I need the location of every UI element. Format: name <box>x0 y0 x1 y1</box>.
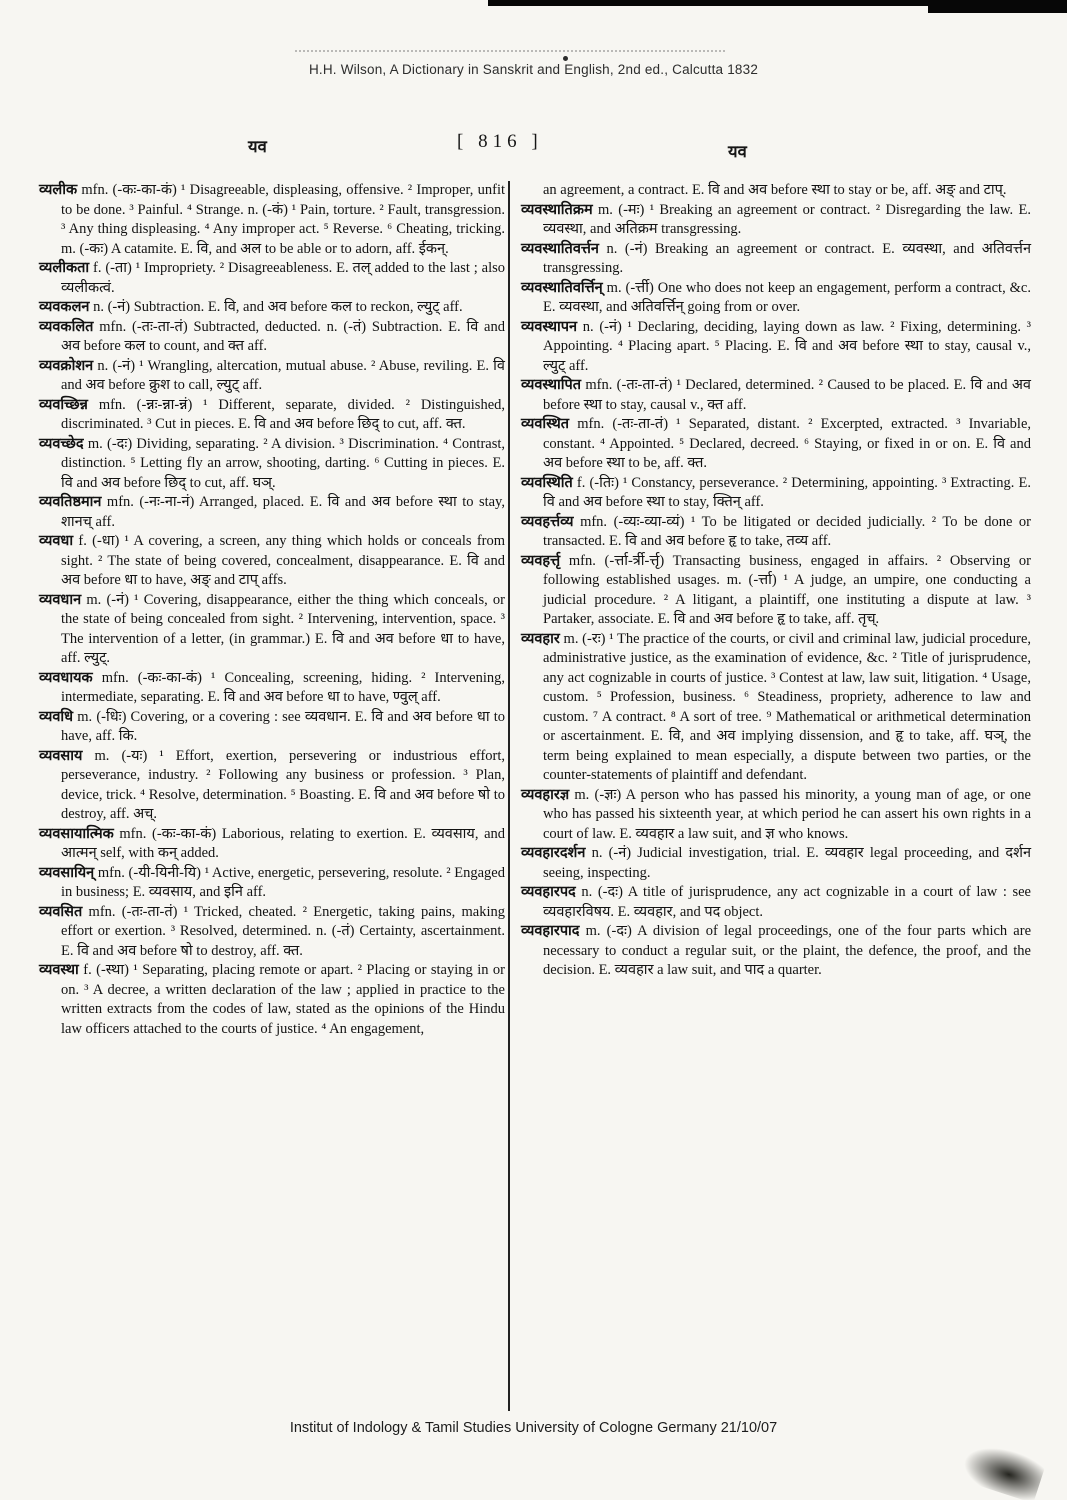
dictionary-entry <box>521 630 1031 786</box>
scan-artifact-dotted-line <box>295 50 725 52</box>
dictionary-entry <box>521 883 1031 922</box>
dictionary-entry <box>521 240 1031 279</box>
dictionary-entry <box>39 181 505 259</box>
dictionary-entry <box>39 961 505 1039</box>
dictionary-entry <box>521 922 1031 981</box>
entry-headword: व्यलीकता <box>39 260 90 276</box>
entry-body: mfn. (-र्त्ता-र्त्री-र्त्तृ) Transacting business, engaged in affairs. ² Observing or following established usages. m. (-र्त्ता) ¹ A judge, an umpire, one conducting a judicial procedure. ² A litigant, a plaintiff, one instituting a dispute at law. ³ Partaker, associate. E. वि and अव before हृ to take, aff. तृच्. <box>543 552 1032 627</box>
entry-headword: व्यवसाय <box>39 747 83 764</box>
entry-body: mfn. (-यी-यिनी-यि) ¹ Active, energetic, persevering, resolute. ² Engaged in business; E. व्यवसाय, and इनि aff. <box>61 864 505 900</box>
text-columns <box>39 181 1031 1411</box>
entry-body: m. (-नं) ¹ Covering, disappearance, either the thing which conceals, or the state of being concealed from sight. ² Intervening, intervention, space. ³ The intervention of a letter, (in grammar.) E. वि and अव before धा to have, aff. ल्युट्. <box>61 591 506 666</box>
entry-headword: व्यवसित <box>39 903 83 920</box>
entry-body: m. (-यः) ¹ Effort, exertion, persevering or industrious effort, perseverance, industry. ² Following any business or profession. ³ Plan, device, trick. ⁴ Resolve, determination. ⁵ Boasting. E. वि and अव before षो to destroy, aff. अच्. <box>61 747 506 822</box>
entry-headword: व्यलीक <box>39 182 78 198</box>
running-head-right-keyword: यव <box>728 142 747 161</box>
dictionary-entry <box>39 903 505 962</box>
running-head-left-keyword: यव <box>248 137 267 156</box>
dictionary-entry <box>39 259 505 298</box>
dictionary-entry <box>521 201 1031 240</box>
dictionary-entry <box>521 279 1031 318</box>
entry-body: f. (-धा) ¹ A covering, a screen, any thing which holds or conceals from sight. ² The state of being covered, concealment, disappearance. E. वि and अव before धा to have, अङ् and टाप् affs. <box>61 533 505 588</box>
entry-body: m. (-रः) ¹ The practice of the courts, or civil and criminal law, judicial procedure, administrative justice, as the examination of evidence, &c. ² Title of jurisprudence, any act cognizable in courts of justice. ³ Contest at law, law suit, litigation. ⁴ Usage, custom. ⁵ Profession, business. ⁶ Steadiness, propriety, adherence to law and custom. ⁷ A contract. ⁸ A sort of tree. ⁹ Mathematical or arithmetical determination or ascertainment. E. वि, and अव implying dissension, and हृ to take, aff. घञ्, the term being explained to mean especially, a dispute between two parties, or the counter-statements of plaintiff and defendant. <box>543 630 1031 783</box>
dictionary-entry <box>39 435 505 494</box>
entry-headword: व्यवहारपद <box>521 884 576 900</box>
entry-body: f. (-स्था) ¹ Separating, placing remote or apart. ² Placing or staying in or on. ³ A decree, a written declaration of the law ; applied in practice to the written extracts from the codes of law, stated as the opinions of the Hindu law officers attached to the courts of justice. ⁴ An engagement, <box>61 962 505 1037</box>
page-number: [ 816 ] <box>457 131 543 152</box>
dictionary-entry <box>521 786 1031 845</box>
entry-body: an agreement, a contract. E. वि and अव before स्था to stay or be, aff. अङ् and टाप्. <box>543 182 1007 198</box>
entry-body: f. (-तिः) ¹ Constancy, perseverance. ² Determining, appointing. ³ Extracting. E. वि and अव before स्था to stay, क्तिन् aff. <box>543 474 1031 510</box>
entry-body: n. (-नं) ¹ Wrangling, altercation, mutual abuse. ² Abuse, reviling. E. वि and अव before क्रुश to call, ल्युट् aff. <box>61 357 505 393</box>
dictionary-entry <box>39 825 505 864</box>
entry-headword: व्यवस्थित <box>521 416 570 432</box>
document-source-caption: H.H. Wilson, A Dictionary in Sanskrit and English, 2nd ed., Calcutta 1832 <box>308 62 759 77</box>
entry-headword: व्यवहारपाद <box>521 923 580 939</box>
entry-headword: व्यवसायिन् <box>39 864 95 881</box>
entry-headword: व्यवहारदर्शन <box>521 845 586 861</box>
entry-headword: व्यवस्थातिवर्त्तन <box>521 240 599 257</box>
entry-body: mfn. (-न्नः-न्ना-न्नं) ¹ Different, separate, divided. ² Distinguished, discriminated. ³ Cut in pieces. E. वि and अव before छिद् to cut, aff. क्त. <box>61 396 506 432</box>
dictionary-entry <box>39 708 505 747</box>
entry-headword: व्यवधा <box>39 533 74 549</box>
entry-body: mfn. (-तः-ता-तं) ¹ Declared, determined. ² Caused to be placed. E. वि and अव before स्था to stay, causal v., क्त aff. <box>543 377 1031 413</box>
dictionary-entry <box>521 474 1031 513</box>
scan-artifact-dot <box>563 56 568 61</box>
dictionary-entry <box>39 318 505 357</box>
entry-headword: व्यवक्रोशन <box>39 357 94 374</box>
dictionary-entry <box>39 747 505 825</box>
entry-headword: व्यवतिष्ठमान <box>39 494 102 510</box>
entry-headword: व्यवकलित <box>39 318 94 335</box>
dictionary-entry <box>39 591 505 669</box>
entry-headword: व्यवधि <box>39 708 74 725</box>
entry-body: mfn. (-तः-ता-तं) ¹ Tricked, cheated. ² Energetic, taking pains, making effort or exertion. ³ Resolved, determined. n. (-तं) Certainty, ascertainment. E. वि and अव before षो to destroy, aff. क्त. <box>61 903 505 959</box>
scan-artifact-smudge <box>957 1437 1047 1500</box>
dictionary-entry <box>521 318 1031 377</box>
entry-headword: व्यवधायक <box>39 669 93 686</box>
entry-body: mfn. (-तः-ता-तं) Subtracted, deducted. n. (-तं) Subtraction. E. वि and अव before कल to count, and क्त aff. <box>61 318 505 354</box>
entry-body: n. (-नं) ¹ Declaring, deciding, laying down as law. ² Fixing, determining. ³ Appointing. ⁴ Placing apart. ⁵ Placing. E. वि and अव before स्था to stay, causal v., ल्युट् aff. <box>543 318 1031 374</box>
entry-headword: व्यवधान <box>39 591 82 608</box>
entry-body: f. (-ता) ¹ Impropriety. ² Disagreeableness. E. तल् added to the last ; also व्यलीकत्वं. <box>61 260 506 296</box>
entry-body: mfn. (-व्यः-व्या-व्यं) ¹ To be litigated or decided judicially. ² To be done or transacted. E. वि and अव before हृ to take, तव्य aff. <box>543 513 1031 549</box>
right-column <box>510 181 1031 1411</box>
entry-body: n. (-नं) Breaking an agreement or contract. E. व्यवस्था, and अतिवर्त्तन transgressing. <box>543 240 1032 276</box>
entry-body: n. (-दः) A title of jurisprudence, any act cognizable in a court of law : see व्यवहारविषय. E. व्यवहार, and पद object. <box>543 884 1031 920</box>
entry-headword: व्यवस्थातिवर्त्तिन् <box>521 279 603 296</box>
entry-body: m. (-मः) ¹ Breaking an agreement or contract. ² Disregarding the law. E. व्यवस्था, and अतिक्रम transgressing. <box>543 201 1032 237</box>
dictionary-entry <box>521 552 1031 630</box>
dictionary-entry <box>521 844 1031 883</box>
dictionary-entry <box>521 181 1031 201</box>
scan-artifact-top-bar-thick <box>928 0 1067 13</box>
entry-body: m. (-दः) Dividing, separating. ² A division. ³ Discrimination. ⁴ Contrast, distinction. ⁵ Letting fly an arrow, shooting, darting. ⁶ Cutting in pieces. E. वि and अव before छिद् to cut, aff. घञ्. <box>61 435 506 491</box>
dictionary-entry <box>39 864 505 903</box>
dictionary-entry <box>521 376 1031 415</box>
entry-headword: व्यवहारज्ञ <box>521 786 570 803</box>
entry-headword: व्यवच्छेद <box>39 435 84 452</box>
entry-headword: व्यवहर्त्तव्य <box>521 513 574 530</box>
entry-body: n. (-नं) Subtraction. E. वि, and अव before कल to reckon, ल्युट् aff. <box>93 299 463 315</box>
entry-headword: व्यवस्थापन <box>521 318 578 335</box>
entry-headword: व्यवहार <box>521 630 560 647</box>
entry-headword: व्यवस्थापित <box>521 377 582 393</box>
entry-headword: व्यवकलन <box>39 299 90 315</box>
entry-body: mfn. (-तः-ता-तं) ¹ Separated, distant. ² Excerpted, extracted. ³ Invariable, constant. ⁴ Appointed. ⁵ Declared, decreed. ⁶ Staying, or fixed in or on. E. वि and अव before स्था to be, aff. क्त. <box>543 416 1031 471</box>
dictionary-entry <box>39 493 505 532</box>
entry-body: mfn. (-कः-का-कं) Laborious, relating to exertion. E. व्यवसाय, and आत्मन् self, with कन् added. <box>61 825 505 861</box>
entry-body: m. (-र्त्ती) One who does not keep an engagement, perform a contract, &c. E. व्यवस्था, and अतिवर्त्तिन् going from or over. <box>543 279 1031 315</box>
entry-headword: व्यवच्छिन्न <box>39 396 88 413</box>
entry-headword: व्यवस्थातिक्रम <box>521 201 593 218</box>
dictionary-entry <box>521 513 1031 552</box>
entry-body: m. (-दः) A division of legal proceedings, one of the four parts which are necessary to conduct a regular suit, or the plaint, the defence, the proof, and the decision. E. व्यवहार a law suit, and पाद a quarter. <box>543 923 1032 978</box>
entry-body: mfn. (-कः-का-कं) ¹ Disagreeable, displeasing, offensive. ² Improper, unfit to be done. ³ Painful. ⁴ Strange. n. (-कं) ¹ Pain, torture. ² Fault, transgression. ³ Any thing displeasing. ⁴ Any improper act. ⁵ Reverse. ⁶ Cheating, tricking. m. (-कः) A catamite. E. वि, and अल to be able or to adorn, aff. ईकन्. <box>61 182 506 257</box>
dictionary-entry <box>39 669 505 708</box>
dictionary-entry <box>39 298 505 318</box>
footer-credit: Institut of Indology & Tamil Studies University of Cologne Germany 21/10/07 <box>289 1420 778 1436</box>
dictionary-entry <box>39 532 505 591</box>
entry-body: n. (-नं) Judicial investigation, trial. E. व्यवहार legal proceeding, and दर्शन seeing, inspecting. <box>543 845 1032 881</box>
entry-headword: व्यवहर्त्तृ <box>521 552 561 569</box>
entry-headword: व्यवसायात्मिक <box>39 825 114 842</box>
dictionary-entry <box>521 415 1031 474</box>
entry-body: mfn. (-नः-ना-नं) Arranged, placed. E. वि and अव before स्था to stay, शानच् aff. <box>61 494 505 530</box>
left-column <box>39 181 505 1411</box>
entry-body: m. (-धिः) Covering, or a covering : see व्यवधान. E. वि and अव before धा to have, aff. कि. <box>61 708 506 744</box>
entry-body: mfn. (-कः-का-कं) ¹ Concealing, screening, hiding. ² Intervening, intermediate, separating. E. वि and अव before धा to have, ण्वुल् aff. <box>61 669 505 705</box>
entry-body: m. (-ज्ञः) A person who has passed his minority, a young man of age, or one who has passed his sixteenth year, at which period he can assert his own rights in a court of law. E. व्यवहार a law suit, and ज्ञ who knows. <box>543 786 1031 842</box>
entry-headword: व्यवस्था <box>39 962 79 978</box>
entry-headword: व्यवस्थिति <box>521 474 573 491</box>
dictionary-entry <box>39 357 505 396</box>
dictionary-entry <box>39 396 505 435</box>
